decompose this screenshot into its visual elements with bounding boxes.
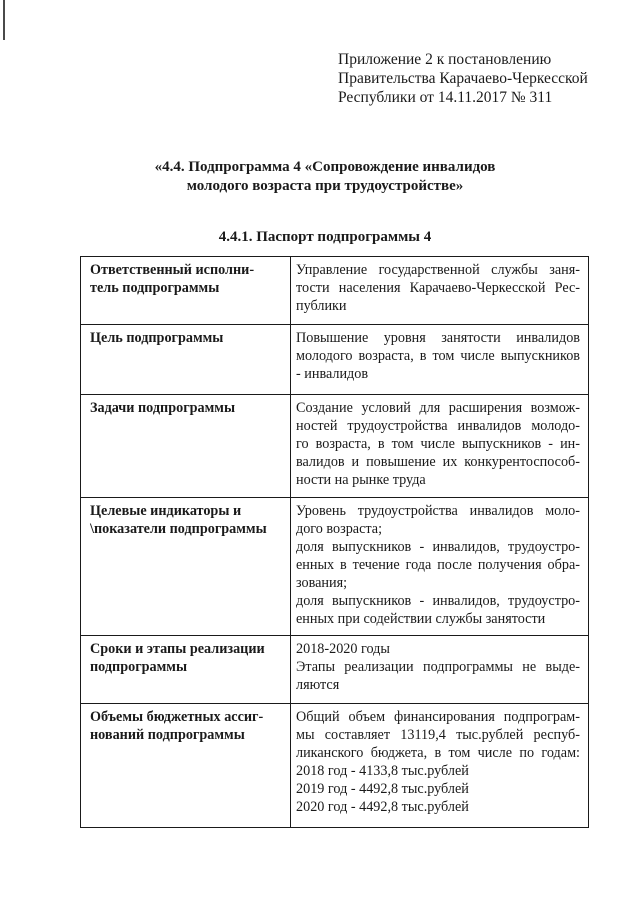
value-line: ляются: [296, 677, 340, 693]
label-line: Цель подпрограммы: [90, 330, 224, 346]
approval-line: Приложение 2 к постановлению: [338, 51, 552, 68]
value-line: ликанского бюджета, в том числе по годам:: [296, 745, 580, 761]
passport-title: 4.4.1. Паспорт подпрограммы 4: [218, 229, 432, 245]
value-line: Повышение уровня занятости инвалидов: [296, 330, 580, 346]
approval-note: [338, 50, 588, 107]
approval-line: Правительства Карачаево-Черкесской: [338, 70, 588, 87]
label-line: Задачи подпрограммы: [90, 400, 236, 416]
value-line: го возраста, в том числе выпускников - ин-: [296, 436, 580, 452]
table-row: [81, 257, 589, 325]
label-line: Ответственный исполни-: [90, 262, 255, 278]
row-value: [291, 704, 589, 828]
row-value: [291, 395, 589, 498]
margin-mark: [3, 0, 5, 40]
value-line: 2019 год - 4492,8 тыс.рублей: [296, 781, 469, 797]
value-line: 2018 год - 4133,8 тыс.рублей: [296, 763, 469, 779]
value-line: публики: [296, 298, 347, 314]
table-row: [81, 325, 589, 395]
label-line: тель подпрограммы: [90, 280, 220, 296]
row-label: [81, 395, 291, 498]
value-line: енных при содействии службы занятости: [296, 611, 546, 627]
value-line: Общий объем финансирования подпрограм-: [296, 709, 580, 725]
value-line: тости населения Карачаево-Черкесской Рес-: [296, 280, 580, 296]
value-line: 2018-2020 годы: [296, 641, 390, 657]
row-value: [291, 257, 589, 325]
subprogram-title: [100, 158, 550, 196]
value-line: мы составляет 13119,4 тыс.рублей респуб-: [296, 727, 580, 743]
label-line: подпрограммы: [90, 659, 188, 675]
label-line: Целевые индикаторы и: [90, 503, 242, 519]
label-line: Сроки и этапы реализации: [90, 641, 265, 657]
row-value: [291, 636, 589, 704]
value-line: Создание условий для расширения возмож-: [296, 400, 580, 416]
row-label: [81, 636, 291, 704]
value-line: доля выпускников - инвалидов, трудоустро-: [296, 539, 580, 555]
subprogram-title-line: «4.4. Подпрограмма 4 «Сопровождение инвалидов: [154, 159, 496, 175]
row-label: [81, 704, 291, 828]
label-line: Объемы бюджетных ассиг-: [90, 709, 264, 725]
value-line: молодого возраста, в том числе выпускников: [296, 348, 580, 364]
value-line: зования;: [296, 575, 348, 591]
value-line: ности на рынке труда: [296, 472, 426, 488]
table-row: [81, 704, 589, 828]
row-label: [81, 498, 291, 636]
row-value: [291, 325, 589, 395]
passport-table: [80, 256, 589, 828]
value-line: енных в течение года после получения обра-: [296, 557, 580, 573]
table-row: [81, 395, 589, 498]
value-line: дого возраста;: [296, 521, 383, 537]
subprogram-title-line: молодого возраста при трудоустройстве»: [186, 178, 464, 194]
value-line: Уровень трудоустройства инвалидов моло-: [296, 503, 580, 519]
label-line: нований подпрограммы: [90, 727, 245, 743]
value-line: 2020 год - 4492,8 тыс.рублей: [296, 799, 469, 815]
value-line: Управление государственной службы заня-: [296, 262, 580, 278]
value-line: - инвалидов: [296, 366, 369, 382]
value-line: доля выпускников - инвалидов, трудоустро-: [296, 593, 580, 609]
approval-line: Республики от 14.11.2017 № 311: [338, 89, 553, 106]
row-label: [81, 325, 291, 395]
label-line: \показатели подпрограммы: [90, 521, 267, 537]
table-row: [81, 498, 589, 636]
table-row: [81, 636, 589, 704]
value-line: ностей трудоустройства инвалидов молодо-: [296, 418, 580, 434]
value-line: валидов и повышение их конкурентоспособ-: [296, 454, 580, 470]
row-value: [291, 498, 589, 636]
row-label: [81, 257, 291, 325]
value-line: Этапы реализации подпрограммы не выде-: [296, 659, 580, 675]
